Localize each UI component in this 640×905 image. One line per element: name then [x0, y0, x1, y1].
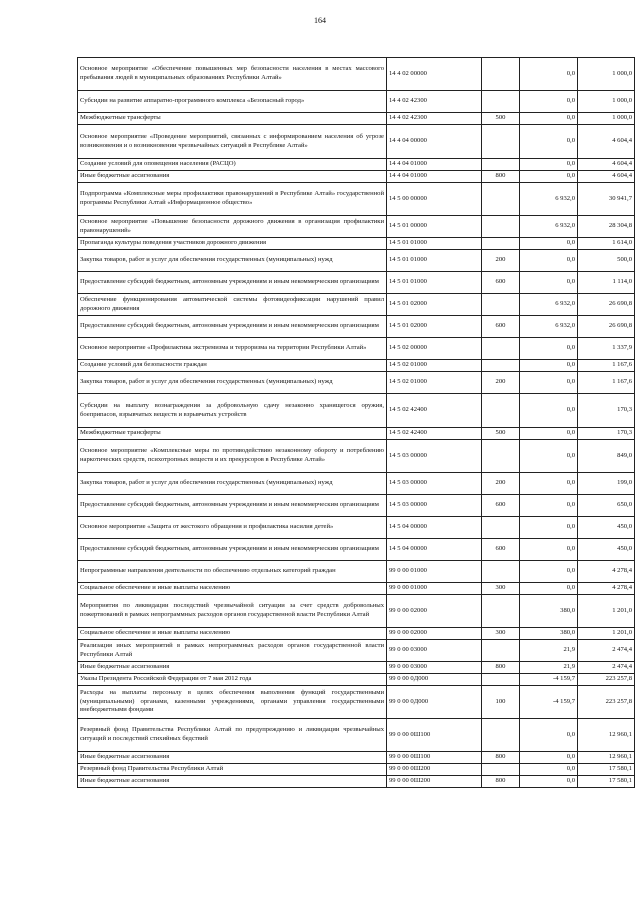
table-row [78, 583, 635, 595]
row-name-cell: Субсидии на развитие аппаратно-программного комплекса «Безопасный город» [78, 91, 387, 113]
row-expense-type-cell: 300 [482, 583, 520, 595]
row-total-amount-cell: 4 604,4 [578, 125, 635, 159]
row-name-cell: Создание условий для оповещения населения (РАСЦО) [78, 159, 387, 171]
row-name-cell: Закупка товаров, работ и услуг для обеспечения государственных (муниципальных) нужд [78, 473, 387, 495]
row-total-amount-cell: 2 474,4 [578, 640, 635, 662]
row-expense-type-cell [482, 394, 520, 428]
row-name-cell: Основное мероприятие «Защита от жестокого обращения и профилактика насилия детей» [78, 517, 387, 539]
row-name-cell: Иные бюджетные ассигнования [78, 171, 387, 183]
table-row [78, 640, 635, 662]
row-total-amount-cell: 1 201,0 [578, 628, 635, 640]
row-total-amount-cell: 2 474,4 [578, 662, 635, 674]
row-code-cell: 14 4 02 00000 [387, 58, 482, 91]
table-row [78, 539, 635, 561]
row-name-cell: Обеспечение функционирования автоматической системы фотовидеофиксации нарушений правил дорожного движения [78, 294, 387, 316]
row-total-amount-cell: 223 257,8 [578, 674, 635, 686]
page-number: 164 [314, 16, 326, 25]
table-row [78, 238, 635, 250]
table-row [78, 561, 635, 583]
row-name-cell: Закупка товаров, работ и услуг для обеспечения государственных (муниципальных) нужд [78, 250, 387, 272]
row-expense-type-cell: 300 [482, 628, 520, 640]
row-expense-type-cell [482, 183, 520, 216]
row-total-amount-cell: 199,0 [578, 473, 635, 495]
row-expense-type-cell: 500 [482, 428, 520, 440]
table-row [78, 58, 635, 91]
row-total-amount-cell: 12 960,1 [578, 752, 635, 764]
row-expense-type-cell [482, 125, 520, 159]
row-total-amount-cell: 12 960,1 [578, 719, 635, 752]
row-expense-type-cell [482, 640, 520, 662]
table-row [78, 776, 635, 788]
row-name-cell: Расходы на выплаты персоналу в целях обеспечения выполнения функций государственными (муниципальными) органами, казенными учреждениями, органами управления государственными внебюджетными фондами [78, 686, 387, 719]
row-code-cell: 99 0 00 03000 [387, 640, 482, 662]
row-expense-type-cell [482, 360, 520, 372]
row-change-amount-cell: 0,0 [520, 91, 578, 113]
row-code-cell: 14 5 02 01000 [387, 372, 482, 394]
row-expense-type-cell: 800 [482, 752, 520, 764]
row-expense-type-cell: 600 [482, 539, 520, 561]
row-name-cell: Иные бюджетные ассигнования [78, 752, 387, 764]
row-total-amount-cell: 1 000,0 [578, 113, 635, 125]
row-code-cell: 99 0 00 0Ш200 [387, 764, 482, 776]
row-expense-type-cell [482, 338, 520, 360]
row-total-amount-cell: 4 604,4 [578, 159, 635, 171]
row-change-amount-cell: 0,0 [520, 440, 578, 473]
row-total-amount-cell: 17 580,1 [578, 776, 635, 788]
row-expense-type-cell [482, 91, 520, 113]
row-change-amount-cell: 6 932,0 [520, 316, 578, 338]
row-code-cell: 14 5 02 42400 [387, 394, 482, 428]
table-row [78, 216, 635, 238]
table-row [78, 662, 635, 674]
row-change-amount-cell: 0,0 [520, 517, 578, 539]
row-expense-type-cell: 600 [482, 495, 520, 517]
row-change-amount-cell: 21,9 [520, 662, 578, 674]
row-code-cell: 14 5 03 00000 [387, 473, 482, 495]
row-name-cell: Основное мероприятие «Комплексные меры по противодействию незаконному обороту и потреблению наркотических средств, психотропных веществ и их прекурсоров в Республике Алтай» [78, 440, 387, 473]
row-change-amount-cell: 0,0 [520, 752, 578, 764]
row-expense-type-cell: 600 [482, 272, 520, 294]
row-name-cell: Предоставление субсидий бюджетным, автономным учреждениям и иным некоммерческим организациям [78, 539, 387, 561]
row-name-cell: Резервный фонд Правительства Республики Алтай [78, 764, 387, 776]
table-row [78, 338, 635, 360]
row-total-amount-cell: 223 257,8 [578, 686, 635, 719]
row-change-amount-cell: -4 159,7 [520, 674, 578, 686]
table-row [78, 159, 635, 171]
row-expense-type-cell [482, 440, 520, 473]
row-change-amount-cell: 0,0 [520, 125, 578, 159]
row-change-amount-cell: 0,0 [520, 473, 578, 495]
table-row [78, 171, 635, 183]
table-row [78, 495, 635, 517]
row-expense-type-cell [482, 238, 520, 250]
row-expense-type-cell [482, 719, 520, 752]
row-name-cell: Мероприятия по ликвидации последствий чрезвычайной ситуации за счет средств добровольных пожертвований в рамках непрограммных расходов органов государственной власти Республики Алтай [78, 595, 387, 628]
row-expense-type-cell [482, 294, 520, 316]
row-expense-type-cell [482, 58, 520, 91]
row-expense-type-cell: 800 [482, 776, 520, 788]
row-code-cell: 99 0 00 0Ш100 [387, 719, 482, 752]
row-expense-type-cell: 100 [482, 686, 520, 719]
row-change-amount-cell: 0,0 [520, 250, 578, 272]
row-name-cell: Межбюджетные трансферты [78, 113, 387, 125]
row-change-amount-cell: 0,0 [520, 338, 578, 360]
table-row [78, 674, 635, 686]
table-row [78, 394, 635, 428]
row-name-cell: Основное мероприятие «Проведение мероприятий, связанных с информированием населения об угрозе возникновения и о возникновении чрезвычайных ситуаций в Республике Алтай» [78, 125, 387, 159]
row-code-cell: 99 0 00 0Ш100 [387, 752, 482, 764]
table-row [78, 294, 635, 316]
table-row [78, 473, 635, 495]
row-expense-type-cell [482, 216, 520, 238]
row-total-amount-cell: 30 941,7 [578, 183, 635, 216]
row-total-amount-cell: 1 167,6 [578, 372, 635, 394]
row-total-amount-cell: 26 690,8 [578, 316, 635, 338]
table-row [78, 752, 635, 764]
row-change-amount-cell: 0,0 [520, 238, 578, 250]
row-name-cell: Основное мероприятие «Повышение безопасности дорожного движения в организация профилактики правонарушений» [78, 216, 387, 238]
row-name-cell: Иные бюджетные ассигнования [78, 662, 387, 674]
row-expense-type-cell [482, 764, 520, 776]
row-name-cell: Межбюджетные трансферты [78, 428, 387, 440]
row-code-cell: 14 5 04 00000 [387, 517, 482, 539]
row-name-cell: Иные бюджетные ассигнования [78, 776, 387, 788]
row-total-amount-cell: 170,3 [578, 394, 635, 428]
row-name-cell: Предоставление субсидий бюджетным, автономным учреждениям и иным некоммерческим организациям [78, 316, 387, 338]
budget-table-body [78, 58, 635, 788]
table-row [78, 517, 635, 539]
row-code-cell: 99 0 00 0Д000 [387, 674, 482, 686]
row-total-amount-cell: 1 000,0 [578, 58, 635, 91]
row-code-cell: 14 5 00 00000 [387, 183, 482, 216]
row-name-cell: Закупка товаров, работ и услуг для обеспечения государственных (муниципальных) нужд [78, 372, 387, 394]
row-code-cell: 14 5 01 01000 [387, 272, 482, 294]
row-change-amount-cell: 6 932,0 [520, 183, 578, 216]
table-row [78, 686, 635, 719]
table-row [78, 628, 635, 640]
row-change-amount-cell: 0,0 [520, 360, 578, 372]
table-row [78, 113, 635, 125]
row-code-cell: 14 5 04 00000 [387, 539, 482, 561]
row-expense-type-cell: 500 [482, 113, 520, 125]
row-change-amount-cell: 6 932,0 [520, 216, 578, 238]
row-expense-type-cell: 800 [482, 662, 520, 674]
table-row [78, 316, 635, 338]
table-row [78, 719, 635, 752]
table-row [78, 440, 635, 473]
row-code-cell: 14 5 01 02000 [387, 316, 482, 338]
table-row [78, 428, 635, 440]
row-change-amount-cell: 0,0 [520, 539, 578, 561]
row-name-cell: Непрограммные направления деятельности по обеспечению отдельных категорий граждан [78, 561, 387, 583]
row-change-amount-cell: 380,0 [520, 628, 578, 640]
row-expense-type-cell [482, 674, 520, 686]
table-row [78, 91, 635, 113]
row-total-amount-cell: 17 580,1 [578, 764, 635, 776]
row-change-amount-cell: 0,0 [520, 159, 578, 171]
row-expense-type-cell: 200 [482, 372, 520, 394]
row-change-amount-cell: 0,0 [520, 58, 578, 91]
row-change-amount-cell: 6 932,0 [520, 294, 578, 316]
row-total-amount-cell: 4 278,4 [578, 561, 635, 583]
row-name-cell: Резервный фонд Правительства Республики Алтай по предупреждению и ликвидации чрезвычайных ситуаций и последствий стихийных бедствий [78, 719, 387, 752]
row-total-amount-cell: 450,0 [578, 539, 635, 561]
row-change-amount-cell: 0,0 [520, 495, 578, 517]
row-total-amount-cell: 849,0 [578, 440, 635, 473]
row-change-amount-cell: 0,0 [520, 394, 578, 428]
table-row [78, 272, 635, 294]
row-name-cell: Предоставление субсидий бюджетным, автономным учреждениям и иным некоммерческим организациям [78, 272, 387, 294]
row-code-cell: 14 5 02 00000 [387, 338, 482, 360]
table-row [78, 372, 635, 394]
row-name-cell: Социальное обеспечение и иные выплаты населению [78, 583, 387, 595]
row-code-cell: 14 5 01 01000 [387, 238, 482, 250]
row-change-amount-cell: 0,0 [520, 113, 578, 125]
row-name-cell: Основное мероприятие «Профилактика экстремизма и терроризма на территории Республики Алтай» [78, 338, 387, 360]
row-code-cell: 14 5 01 01000 [387, 250, 482, 272]
row-expense-type-cell [482, 595, 520, 628]
row-change-amount-cell: 21,9 [520, 640, 578, 662]
row-change-amount-cell: 0,0 [520, 428, 578, 440]
row-change-amount-cell: 0,0 [520, 719, 578, 752]
row-total-amount-cell: 1 167,6 [578, 360, 635, 372]
row-expense-type-cell: 600 [482, 316, 520, 338]
budget-table [77, 57, 635, 788]
row-name-cell: Социальное обеспечение и иные выплаты населению [78, 628, 387, 640]
row-total-amount-cell: 650,0 [578, 495, 635, 517]
row-total-amount-cell: 1 000,0 [578, 91, 635, 113]
row-code-cell: 14 4 04 01000 [387, 171, 482, 183]
row-total-amount-cell: 450,0 [578, 517, 635, 539]
row-expense-type-cell: 200 [482, 250, 520, 272]
row-code-cell: 99 0 00 0Ш200 [387, 776, 482, 788]
table-row [78, 125, 635, 159]
row-total-amount-cell: 4 278,4 [578, 583, 635, 595]
table-row [78, 250, 635, 272]
row-name-cell: Основное мероприятие «Обеспечение повышенных мер безопасности населения в местах массового пребывания людей в муниципальных образованиях Республики Алтай» [78, 58, 387, 91]
row-code-cell: 14 5 03 00000 [387, 495, 482, 517]
row-change-amount-cell: 0,0 [520, 776, 578, 788]
row-name-cell: Пропаганда культуры поведения участников дорожного движения [78, 238, 387, 250]
row-code-cell: 14 5 01 00000 [387, 216, 482, 238]
row-code-cell: 14 5 01 02000 [387, 294, 482, 316]
row-name-cell: Создание условий для безопасности граждан [78, 360, 387, 372]
row-expense-type-cell [482, 517, 520, 539]
table-row [78, 764, 635, 776]
row-change-amount-cell: -4 159,7 [520, 686, 578, 719]
row-total-amount-cell: 1 201,0 [578, 595, 635, 628]
row-change-amount-cell: 0,0 [520, 764, 578, 776]
row-total-amount-cell: 1 337,9 [578, 338, 635, 360]
row-code-cell: 99 0 00 02000 [387, 628, 482, 640]
row-code-cell: 14 4 02 42300 [387, 113, 482, 125]
row-code-cell: 14 4 04 01000 [387, 159, 482, 171]
row-total-amount-cell: 28 304,8 [578, 216, 635, 238]
row-name-cell: Указы Президента Российской Федерации от 7 мая 2012 года [78, 674, 387, 686]
table-row [78, 595, 635, 628]
row-change-amount-cell: 0,0 [520, 372, 578, 394]
row-code-cell: 99 0 00 01000 [387, 561, 482, 583]
row-code-cell: 99 0 00 02000 [387, 595, 482, 628]
table-row [78, 183, 635, 216]
row-change-amount-cell: 0,0 [520, 171, 578, 183]
row-code-cell: 14 5 02 01000 [387, 360, 482, 372]
row-name-cell: Субсидии на выплату вознаграждения за добровольную сдачу незаконно хранящегося оружия, боеприпасов, взрывчатых веществ и взрывчатых устройств [78, 394, 387, 428]
row-change-amount-cell: 380,0 [520, 595, 578, 628]
row-total-amount-cell: 4 604,4 [578, 171, 635, 183]
row-code-cell: 99 0 00 03000 [387, 662, 482, 674]
row-total-amount-cell: 1 114,0 [578, 272, 635, 294]
row-code-cell: 14 4 02 42300 [387, 91, 482, 113]
row-total-amount-cell: 1 614,0 [578, 238, 635, 250]
row-name-cell: Реализация иных мероприятий в рамках непрограммных расходов органов государственной власти Республики Алтай [78, 640, 387, 662]
row-change-amount-cell: 0,0 [520, 272, 578, 294]
row-change-amount-cell: 0,0 [520, 561, 578, 583]
row-total-amount-cell: 500,0 [578, 250, 635, 272]
row-code-cell: 99 0 00 0Д000 [387, 686, 482, 719]
row-expense-type-cell [482, 561, 520, 583]
row-code-cell: 14 4 04 00000 [387, 125, 482, 159]
table-row [78, 360, 635, 372]
row-code-cell: 14 5 03 00000 [387, 440, 482, 473]
row-total-amount-cell: 26 690,8 [578, 294, 635, 316]
row-change-amount-cell: 0,0 [520, 583, 578, 595]
row-name-cell: Предоставление субсидий бюджетным, автономным учреждениям и иным некоммерческим организациям [78, 495, 387, 517]
row-code-cell: 14 5 02 42400 [387, 428, 482, 440]
row-total-amount-cell: 170,3 [578, 428, 635, 440]
row-code-cell: 99 0 00 01000 [387, 583, 482, 595]
row-name-cell: Подпрограмма «Комплексные меры профилактики правонарушений в Республике Алтай» государственной программы Республики Алтай «Информационное общество» [78, 183, 387, 216]
row-expense-type-cell: 200 [482, 473, 520, 495]
row-expense-type-cell: 800 [482, 171, 520, 183]
row-expense-type-cell [482, 159, 520, 171]
